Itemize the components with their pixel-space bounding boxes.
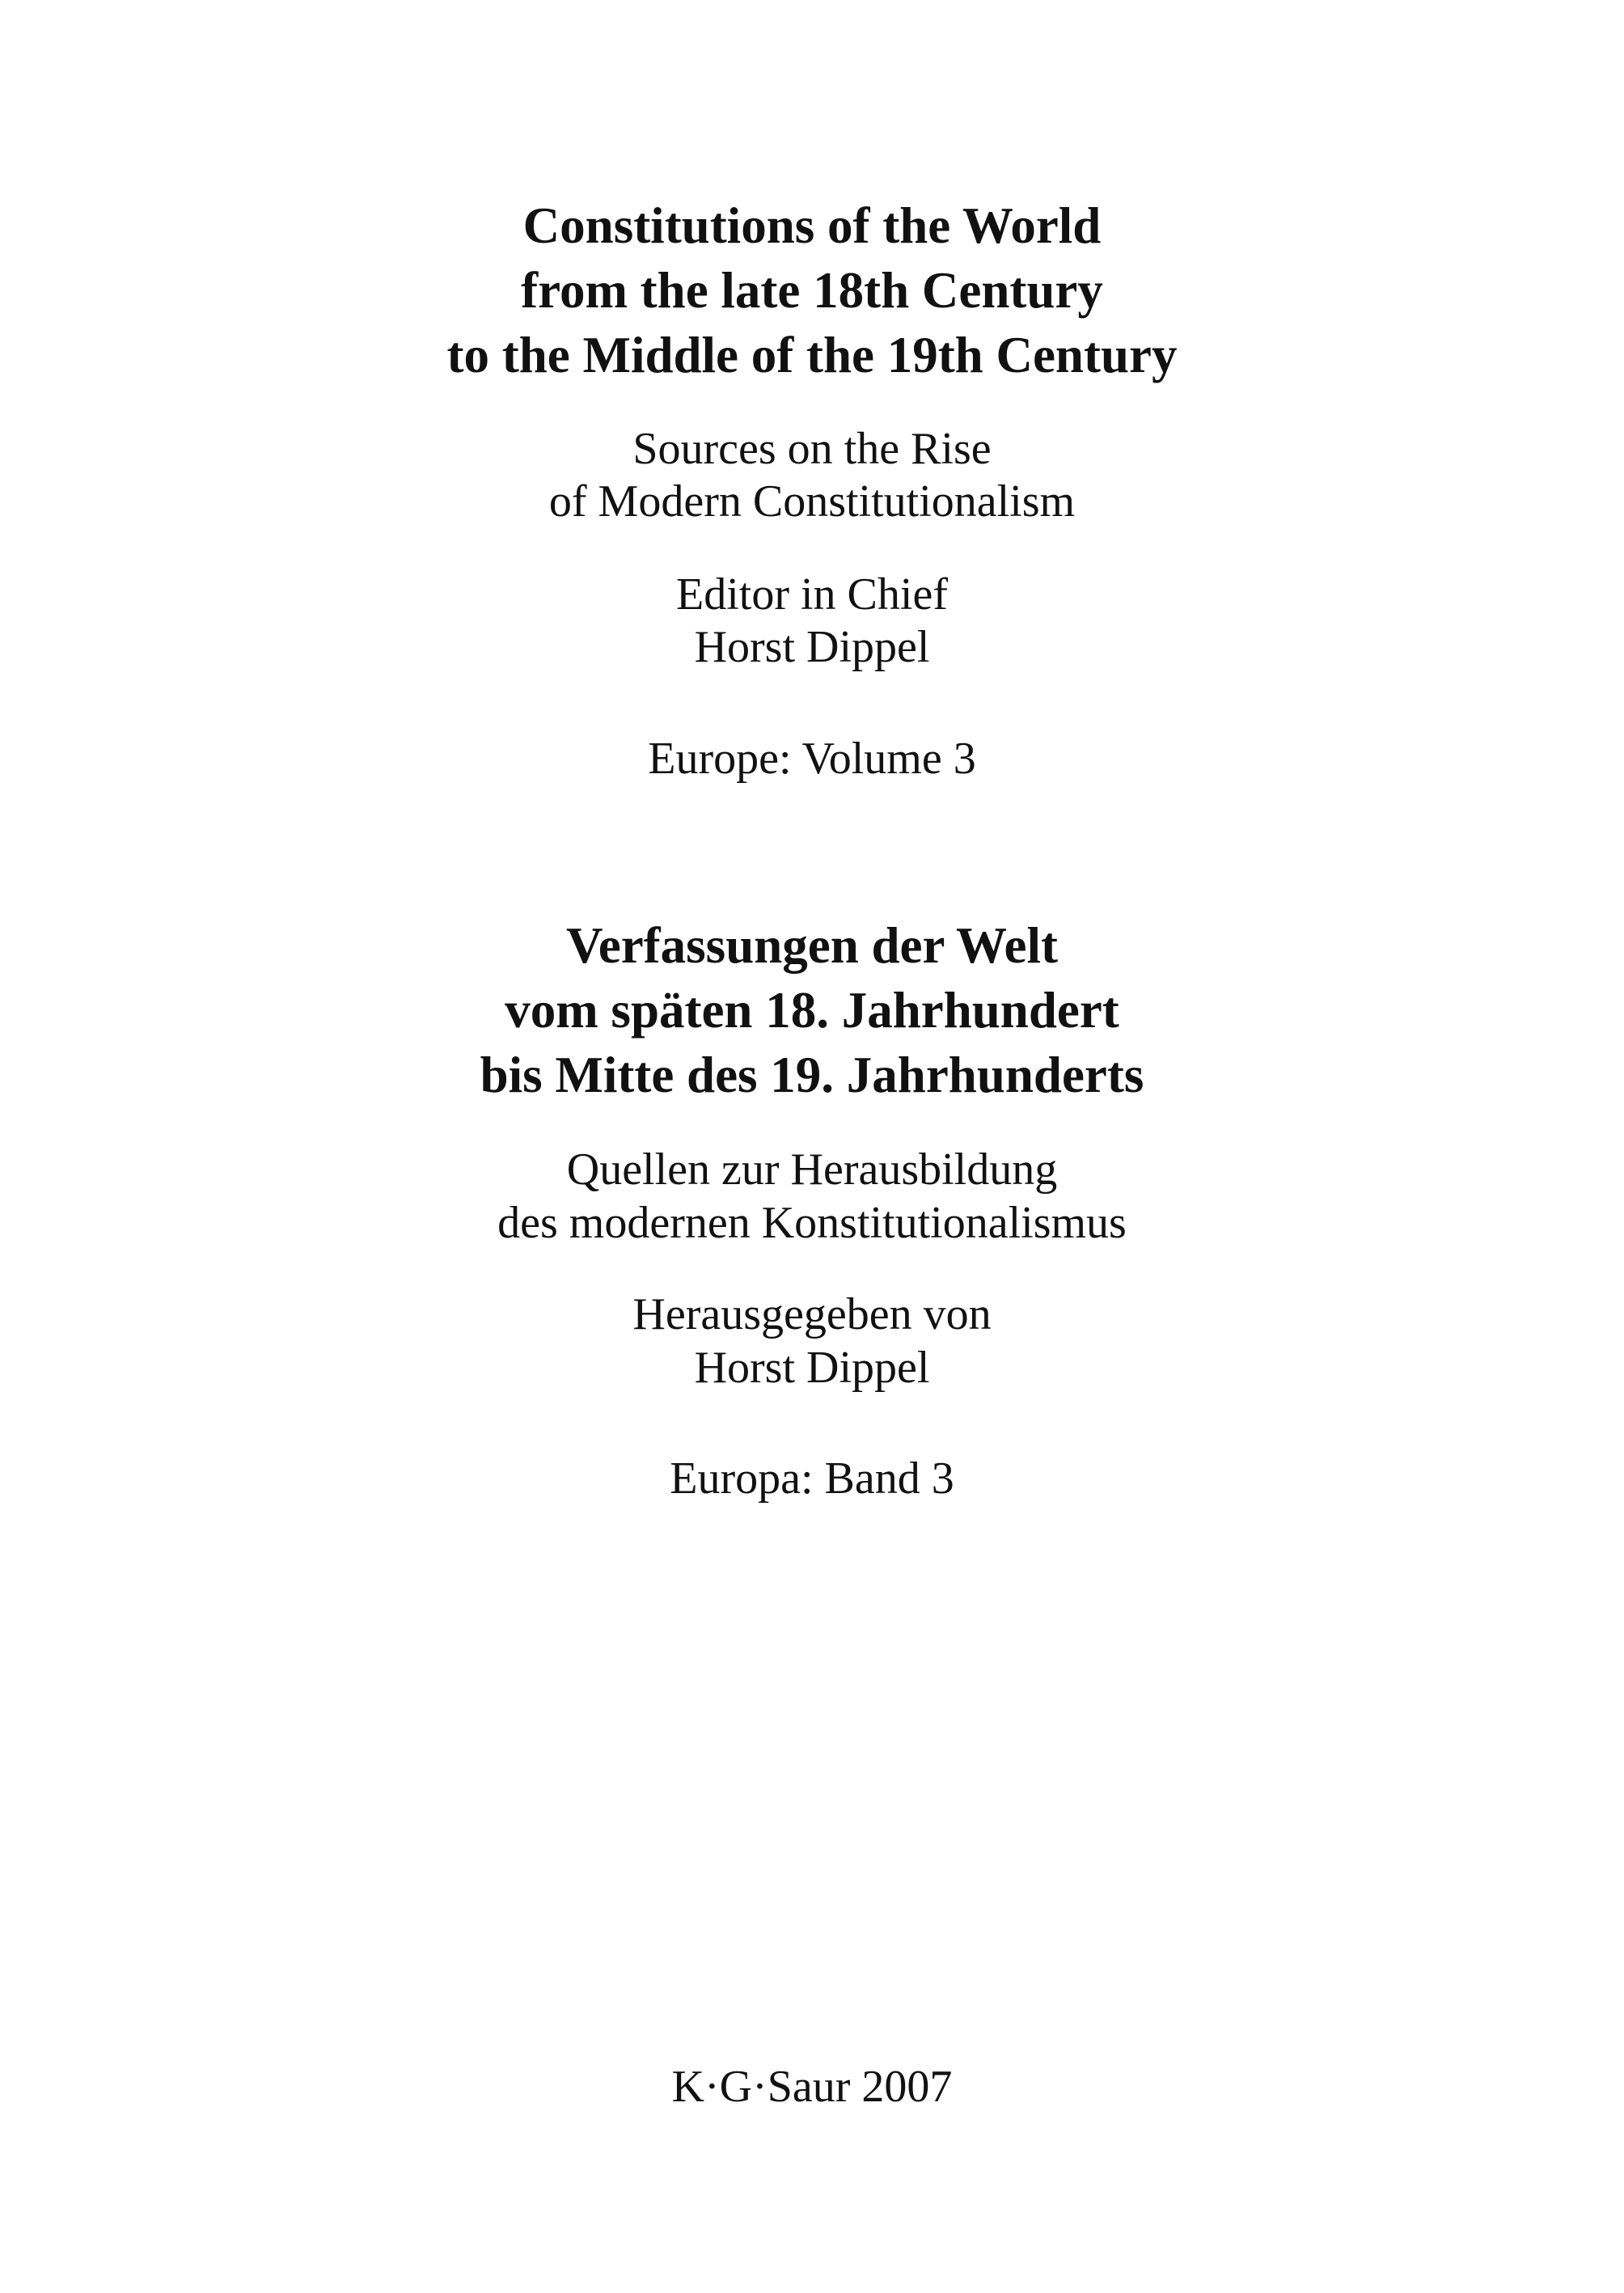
german-volume: Europa: Band 3 [670, 1453, 954, 1504]
english-subtitle-line-2: of Modern Constitutionalism [548, 476, 1076, 527]
german-subtitle-line-2: des modernen Konstitutionalismus [497, 1198, 1127, 1248]
german-title-line-1: Verfassungen der Welt [566, 917, 1058, 974]
german-subtitle-line-1: Quellen zur Herausbildung [566, 1144, 1058, 1195]
english-title-line-2: from the late 18th Century [521, 262, 1103, 319]
english-editor-label: Editor in Chief [676, 569, 948, 620]
english-editor-name: Horst Dippel [694, 622, 930, 672]
english-title-line-1: Constitutions of the World [522, 197, 1102, 254]
german-title-line-3: bis Mitte des 19. Jahrhunderts [480, 1047, 1144, 1103]
english-subtitle-line-1: Sources on the Rise [632, 424, 992, 474]
german-editor-label: Herausgegeben von [632, 1289, 992, 1339]
english-volume: Europe: Volume 3 [648, 734, 976, 784]
publisher-imprint: K·G·Saur 2007 [671, 2062, 953, 2112]
english-title-line-3: to the Middle of the 19th Century [446, 327, 1178, 383]
german-editor-name: Horst Dippel [694, 1343, 930, 1393]
german-title-line-2: vom späten 18. Jahrhundert [505, 982, 1119, 1039]
